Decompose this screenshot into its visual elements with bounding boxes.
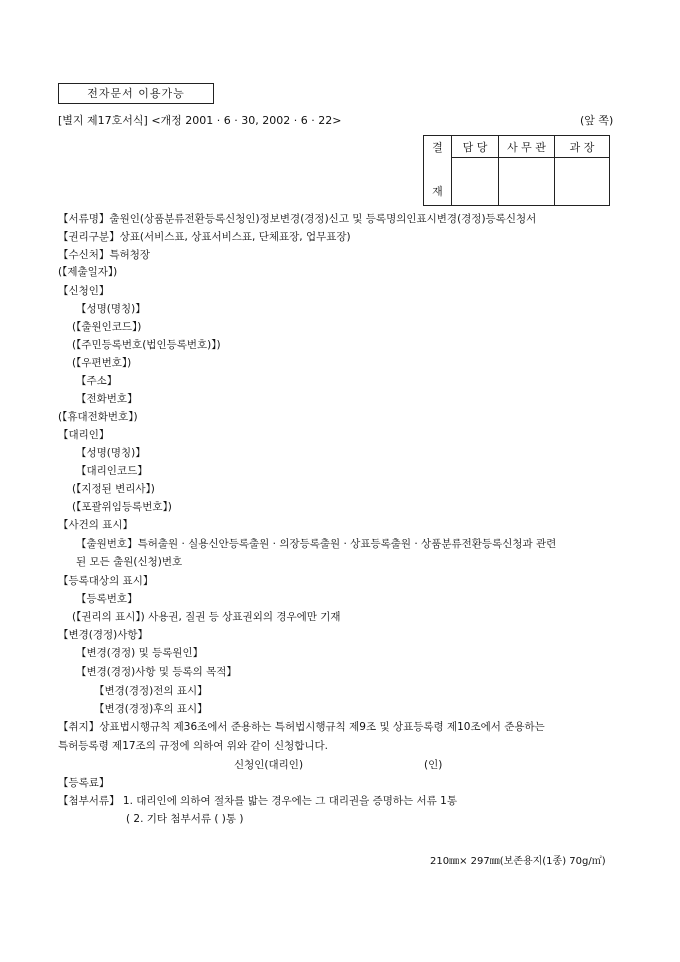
page-side-label: (앞 쪽) (580, 114, 614, 127)
purpose-line-continued: 특허등록령 제17조의 규정에 의하여 위와 같이 신청합니다. (58, 740, 329, 752)
address-line: 【주소】 (76, 375, 118, 387)
change-items-heading: 【변경(경정)사항】 (58, 629, 149, 641)
attachments-line: 【첨부서류】 1. 대리인에 의하여 절차를 밟는 경우에는 그 대리권을 증명하는 서류 1통 (58, 795, 457, 807)
approval-label-top: 결 (424, 136, 452, 158)
postal-code-line: (【우편번호】) (72, 357, 132, 369)
paper-size-note: 210㎜× 297㎜(보존용지(1종) 70g/㎡) (430, 856, 606, 867)
phone-line: 【전화번호】 (76, 393, 138, 405)
e-document-badge: 전자문서 이용가능 (58, 83, 214, 104)
approval-sign-officer (499, 158, 555, 206)
applicant-name-line: 【성명(명칭)】 (76, 303, 146, 315)
case-heading: 【사건의 표시】 (58, 519, 134, 531)
approval-col-chief: 과 장 (555, 136, 610, 158)
application-number-line: 【출원번호】특허출원 · 실용신안등록출원 · 의장등록출원 · 상표등록출원 · 상품분류전환등록신청과 관련 (76, 538, 557, 550)
approval-col-officer: 사 무 관 (499, 136, 555, 158)
applicant-heading: 【신청인】 (58, 285, 110, 297)
approval-col-staff: 담 당 (452, 136, 499, 158)
seal-label: (인) (424, 759, 443, 771)
mobile-phone-line: (【휴대전화번호】) (58, 411, 138, 423)
approval-label-bottom: 재 (424, 158, 452, 206)
applicant-signature-label: 신청인(대리인) (234, 759, 304, 771)
change-purpose-line: 【변경(경정)사항 및 등록의 목적】 (76, 666, 237, 678)
agent-code-line: 【대리인코드】 (76, 465, 148, 477)
applicant-code-line: (【출원인코드】) (72, 321, 142, 333)
right-type-line: 【권리구분】상표(서비스표, 상표서비스표, 단체표장, 업무표장) (58, 231, 351, 243)
form-number: [별지 제17호서식] <개정 2001 · 6 · 30, 2002 · 6 · 22> (58, 114, 342, 127)
recipient-line: 【수신처】특허청장 (58, 249, 151, 261)
purpose-line: 【취지】상표법시행규칙 제36조에서 준용하는 특허법시행규칙 제9조 및 상표등록령 제10조에서 준용하는 (58, 721, 545, 733)
application-number-continued: 된 모든 출원(신청)번호 (76, 556, 183, 568)
before-change-line: 【변경(경정)전의 표시】 (94, 685, 208, 697)
resident-number-line: (【주민등록번호(법인등록번호)】) (72, 339, 221, 351)
registration-fee-line: 【등록료】 (58, 777, 110, 789)
agent-name-line: 【성명(명칭)】 (76, 447, 146, 459)
submission-date-line: (【제출일자】) (58, 266, 118, 278)
registration-number-line: 【등록번호】 (76, 593, 138, 605)
approval-sign-chief (555, 158, 610, 206)
approval-sign-staff (452, 158, 499, 206)
change-cause-line: 【변경(경정) 및 등록원인】 (76, 647, 204, 659)
other-attachments-line: ( 2. 기타 첨부서류 ( )통 ) (126, 813, 244, 825)
document-name-line: 【서류명】출원인(상품분류전환등록신청인)정보변경(경정)신고 및 등록명의인표시변경(경정)등록신청서 (58, 213, 537, 225)
registration-target-heading: 【등록대상의 표시】 (58, 575, 154, 587)
designated-attorney-line: (【지정된 변리사】) (72, 483, 155, 495)
approval-box (423, 135, 610, 206)
right-indication-line: (【권리의 표시】) 사용권, 질권 등 상표권외의 경우에만 기재 (72, 611, 341, 623)
after-change-line: 【변경(경정)후의 표시】 (94, 703, 208, 715)
general-mandate-line: (【포괄위임등록번호】) (72, 501, 172, 513)
agent-heading: 【대리인】 (58, 429, 110, 441)
